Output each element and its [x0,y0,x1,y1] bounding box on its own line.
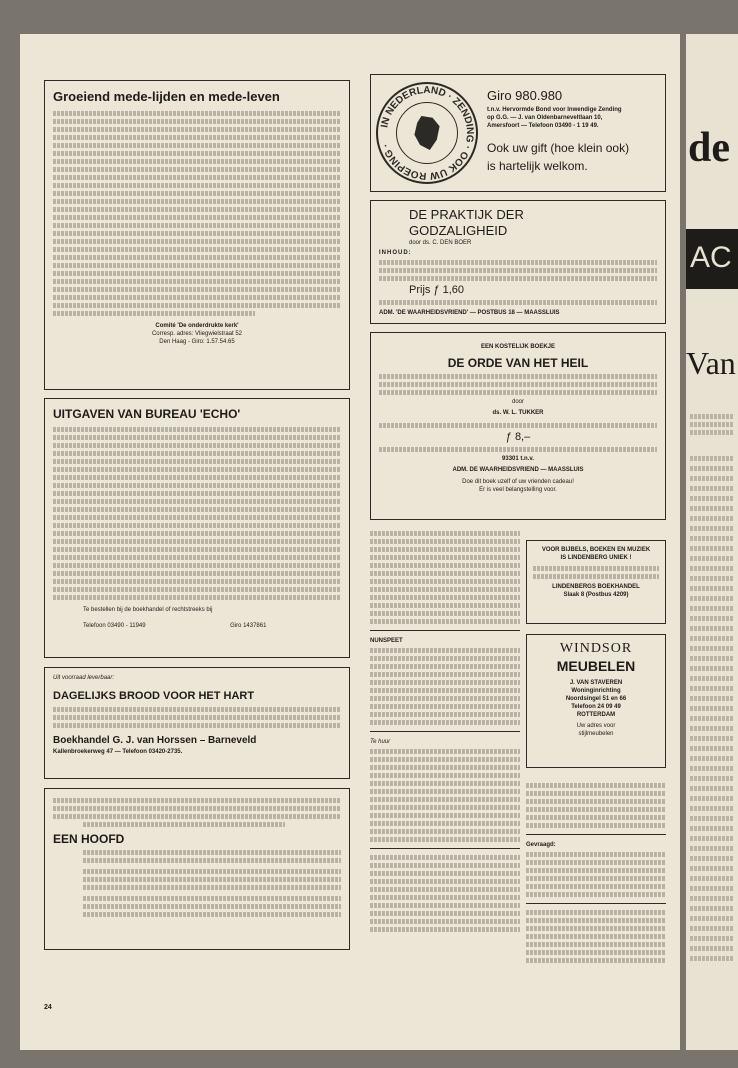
shop-name: Boekhandel G. J. van Horssen – Barneveld [53,735,257,746]
order-phone: Telefoon 03490 - 11949 [83,623,146,629]
order-line: Te bestellen bij de boekhandel of rechtstreeks bij [83,607,213,613]
book-title: DE ORDE VAN HET HEIL [447,356,589,370]
small-ads-column [370,528,520,998]
next-page-heading: de [688,125,730,171]
business-city: ROTTERDAM [576,712,616,718]
ad-besoyen [44,788,350,950]
book-price: Prijs ƒ 1,60 [409,284,465,296]
business-phone: Telefoon 24 09 49 [571,704,621,710]
ad-title: DAGELIJKS BROOD VOOR HET HART [53,690,255,702]
ad-title-2: IS LINDENBERG UNIEK ! [560,555,632,561]
ad-praktijk [370,200,666,324]
book-title-1: DE PRAKTIJK DER [409,207,524,222]
ad-orde-van-het-heil [370,332,666,520]
svg-text:IN NEDERLAND · ZENDING · OOK U: IN NEDERLAND · ZENDING · OOK UW ROEPING · [379,84,476,182]
book-admin: ADM. 'DE WAARHEIDSVRIEND' — POSTBUS 18 — MAASSLUIS [379,310,560,316]
ad-kicker: Uit voorraad leverbaar: [53,675,115,681]
ad-title-1: VOOR BIJBELS, BOEKEN EN MUZIEK [541,547,651,553]
giro-appeal-2: is hartelijk welkom. [487,159,588,173]
shop-address: Slaak 8 (Postbus 4209) [563,592,629,598]
page-number: 24 [44,1004,52,1011]
shop-name: LINDENBERGS BOEKHANDEL [552,584,640,590]
next-page-band-text: AC [690,241,732,274]
business-type: Woninginrichting [571,688,621,694]
giro-line1: t.n.v. Hervormde Bond voor Inwendige Zending [487,107,622,113]
business-address: Noordsingel 51 en 66 [565,696,627,702]
article-echo [44,398,350,658]
signature-giro: Den Haag - Giro: 1.57.54.65 [159,339,235,345]
small-ad-heading: Gevraagd: [526,842,556,848]
book-admin: ADM. DE WAARHEIDSVRIEND — MAASSLUIS [452,467,584,473]
article-title: UITGAVEN VAN BUREAU 'ECHO' [53,407,241,421]
ad-title: EEN HOOFD [53,832,125,846]
article-title: Groeiend mede-lijden en mede-leven [53,89,280,104]
divider [370,630,520,631]
book-gift-2: Er is veel belangstelling voor. [479,487,557,493]
giro-line3: Amersfoort — Telefoon 03490 - 1 19 49. [487,123,599,129]
signature-address: Corresp. adres: Vliegwielstraat 52 [151,331,243,337]
small-ads-right [526,780,666,1000]
divider [526,834,666,835]
book-by: door [511,399,524,405]
giro-appeal-1: Ook uw gift (hoe klein ook) [487,141,630,155]
signature-committee: Comité 'De onderdrukte kerk' [155,323,239,329]
book-author: door ds. C. DEN BOER [409,240,472,246]
shop-address: Kallenbroekerweg 47 — Telefoon 03420-2735. [53,749,183,755]
article-groeiend [44,80,350,390]
tagline-1: Uw adres voor [576,723,616,729]
ad-windsor [526,634,666,768]
divider [526,903,666,904]
ad-lindenberg [526,540,666,624]
brand-title: MEUBELEN [556,658,636,674]
zending-nederland-logo [376,82,478,184]
ad-dagelijks-brood [44,667,350,779]
giro-line2: op G.G. — J. van Oldenbarneveltlaan 10, [487,115,603,121]
book-kicker: EEN KOSTELIJK BOEKJE [480,344,555,350]
contents-heading: INHOUD: [379,250,412,256]
small-ad-heading: Te huur [370,739,391,745]
brand-name: WINDSOR [559,641,633,656]
divider [370,731,520,732]
order-giro: Giro 1437861 [230,623,267,629]
book-gift-1: Doe dit boek uzelf of uw vrienden cadeau! [462,479,574,485]
next-page-subheading: Van [686,345,736,381]
owner-name: J. VAN STAVEREN [569,680,623,686]
divider [370,848,520,849]
book-author: ds. W. L. TUKKER [492,410,544,416]
small-ad-heading: NUNSPEET [370,638,403,644]
tagline-2: stijlmeubelen [578,731,614,737]
next-page-edge [686,34,738,1050]
book-account: 93301 t.n.v. [502,456,534,462]
book-price: ƒ 8,– [505,431,531,443]
giro-number: Giro 980.980 [487,88,563,103]
book-title-2: GODZALIGHEID [409,223,508,238]
